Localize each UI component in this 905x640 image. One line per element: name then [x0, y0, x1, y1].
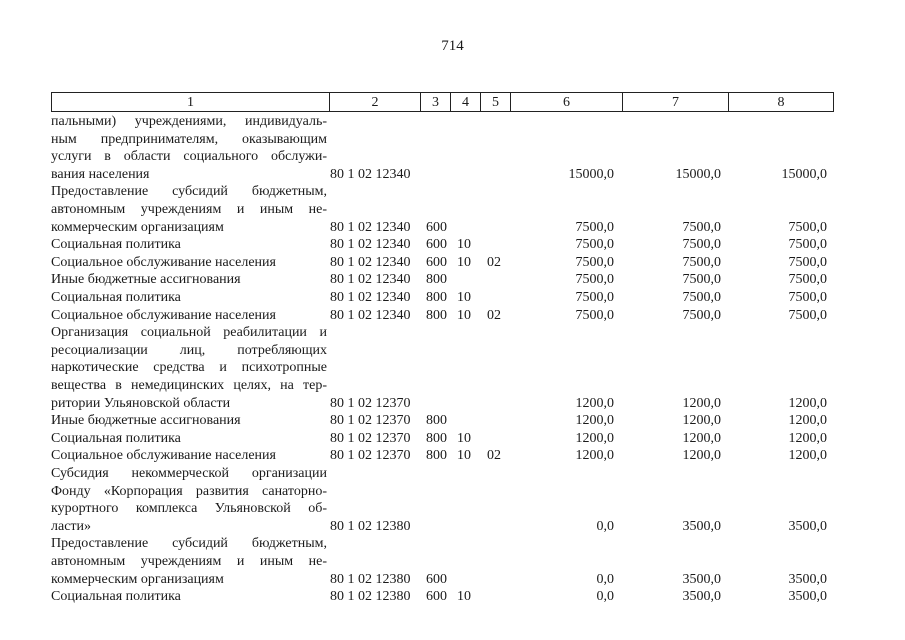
target-article-code: 80 1 02 12340 — [330, 166, 411, 182]
column-header-2: 2 — [329, 92, 420, 112]
amount-column-7: 1200,0 — [682, 395, 721, 411]
amount-column-6: 15000,0 — [568, 166, 614, 182]
amount-column-6: 7500,0 — [575, 272, 614, 288]
amount-column-8: 7500,0 — [788, 254, 827, 270]
table-row — [51, 412, 841, 430]
amount-column-8: 7500,0 — [788, 307, 827, 323]
column-header-8: 8 — [728, 92, 834, 112]
row-name: Социальное обслуживание населения — [51, 307, 276, 323]
table-row — [51, 166, 841, 184]
row-name: Социальная политика — [51, 237, 181, 253]
expense-type-code: 800 — [426, 413, 447, 429]
target-article-code: 80 1 02 12370 — [330, 430, 411, 446]
row-name: ласти» — [51, 518, 92, 534]
row-name: пальными) учреждениями, индивидуаль- — [51, 114, 327, 129]
amount-column-7: 1200,0 — [682, 413, 721, 429]
table-row — [51, 219, 841, 237]
subsection-code: 02 — [487, 448, 501, 464]
table-row — [51, 254, 841, 272]
amount-column-7: 1200,0 — [682, 430, 721, 446]
amount-column-8: 1200,0 — [788, 448, 827, 464]
table-row — [51, 289, 841, 307]
amount-column-7: 3500,0 — [682, 589, 721, 605]
target-article-code: 80 1 02 12340 — [330, 237, 411, 253]
expense-type-code: 600 — [426, 219, 447, 235]
amount-column-6: 7500,0 — [575, 290, 614, 305]
table-row — [51, 183, 841, 201]
amount-column-7: 15000,0 — [675, 166, 721, 182]
table-row — [51, 131, 841, 149]
table-row — [51, 483, 841, 501]
row-name: ным предпринимателям, оказывающим — [51, 131, 327, 147]
section-code: 10 — [457, 448, 471, 464]
row-name: курортного комплекса Ульяновской об- — [51, 501, 327, 517]
expense-type-code: 600 — [426, 237, 447, 253]
row-name: Предоставление субсидий бюджетным, — [51, 536, 327, 552]
expense-type-code: 800 — [426, 290, 447, 305]
target-article-code: 80 1 02 12380 — [330, 518, 411, 534]
table-row — [51, 500, 841, 518]
amount-column-8: 3500,0 — [788, 589, 827, 605]
table-row — [51, 518, 841, 536]
column-header-4: 4 — [450, 92, 480, 112]
amount-column-7: 7500,0 — [682, 254, 721, 270]
amount-column-8: 7500,0 — [788, 272, 827, 288]
target-article-code: 80 1 02 12380 — [330, 571, 411, 587]
expense-type-code: 600 — [426, 571, 447, 587]
amount-column-6: 1200,0 — [575, 413, 614, 429]
amount-column-6: 0,0 — [596, 589, 614, 605]
table-row — [51, 447, 841, 465]
amount-column-7: 1200,0 — [682, 448, 721, 464]
amount-column-6: 0,0 — [596, 571, 614, 587]
amount-column-6: 7500,0 — [575, 254, 614, 270]
amount-column-8: 1200,0 — [788, 430, 827, 446]
subsection-code: 02 — [487, 307, 501, 323]
expense-type-code: 800 — [426, 448, 447, 464]
expense-type-code: 600 — [426, 589, 447, 605]
target-article-code: 80 1 02 12340 — [330, 219, 411, 235]
amount-column-6: 1200,0 — [575, 430, 614, 446]
row-name: Социальное обслуживание населения — [51, 448, 276, 464]
amount-column-8: 7500,0 — [788, 290, 827, 305]
table-row — [51, 342, 841, 360]
target-article-code: 80 1 02 12370 — [330, 448, 411, 464]
row-name: ритории Ульяновской области — [51, 395, 231, 411]
target-article-code: 80 1 02 12370 — [330, 395, 411, 411]
amount-column-8: 1200,0 — [788, 413, 827, 429]
target-article-code: 80 1 02 12340 — [330, 307, 411, 323]
amount-column-8: 1200,0 — [788, 395, 827, 411]
section-code: 10 — [457, 290, 471, 305]
expense-type-code: 600 — [426, 254, 447, 270]
row-name: автономным учреждениям и иным не- — [51, 202, 327, 217]
row-name: Фонду «Корпорация развития санаторно- — [51, 483, 327, 499]
amount-column-6: 7500,0 — [575, 219, 614, 235]
table-row — [51, 359, 841, 377]
column-header-5: 5 — [480, 92, 510, 112]
expense-type-code: 800 — [426, 307, 447, 323]
table-row — [51, 113, 841, 131]
table-row — [51, 588, 841, 606]
row-name: Иные бюджетные ассигнования — [51, 272, 241, 288]
table-row — [51, 201, 841, 219]
amount-column-6: 1200,0 — [575, 395, 614, 411]
row-name: вещества в немедицинских целях, на тер- — [51, 378, 327, 393]
table-row — [51, 395, 841, 413]
section-code: 10 — [457, 589, 471, 605]
section-code: 10 — [457, 430, 471, 446]
table-row — [51, 324, 841, 342]
column-header-7: 7 — [622, 92, 728, 112]
page-number: 714 — [441, 38, 464, 54]
amount-column-7: 3500,0 — [682, 518, 721, 534]
row-name: коммерческим организациям — [51, 219, 224, 235]
table-row — [51, 571, 841, 589]
amount-column-6: 7500,0 — [575, 307, 614, 323]
row-name: Организация социальной реабилитации и — [51, 325, 327, 341]
row-name: Субсидия некоммерческой организации — [51, 466, 327, 481]
expense-type-code: 800 — [426, 430, 447, 446]
row-name: коммерческим организациям — [51, 571, 224, 587]
amount-column-7: 7500,0 — [682, 237, 721, 253]
subsection-code: 02 — [487, 254, 501, 270]
row-name: услуги в области социального обслужи- — [51, 149, 327, 165]
row-name: Социальная политика — [51, 290, 181, 305]
section-code: 10 — [457, 307, 471, 323]
amount-column-7: 7500,0 — [682, 272, 721, 288]
target-article-code: 80 1 02 12340 — [330, 290, 411, 305]
target-article-code: 80 1 02 12340 — [330, 254, 411, 270]
column-header-3: 3 — [420, 92, 450, 112]
table-row — [51, 236, 841, 254]
amount-column-8: 7500,0 — [788, 219, 827, 235]
amount-column-7: 7500,0 — [682, 290, 721, 305]
table-row — [51, 535, 841, 553]
amount-column-8: 7500,0 — [788, 237, 827, 253]
row-name: Предоставление субсидий бюджетным, — [51, 184, 327, 200]
row-name: автономным учреждениям и иным не- — [51, 554, 327, 569]
row-name: Иные бюджетные ассигнования — [51, 413, 241, 429]
amount-column-8: 3500,0 — [788, 518, 827, 534]
amount-column-8: 15000,0 — [781, 166, 827, 182]
section-code: 10 — [457, 237, 471, 253]
row-name: Социальная политика — [51, 430, 181, 446]
row-name: наркотические средства и психотропные — [51, 360, 327, 376]
amount-column-6: 7500,0 — [575, 237, 614, 253]
row-name: Социальная политика — [51, 589, 181, 605]
table-row — [51, 377, 841, 395]
expense-type-code: 800 — [426, 272, 447, 288]
target-article-code: 80 1 02 12370 — [330, 413, 411, 429]
table-row — [51, 148, 841, 166]
row-name: ресоциализации лиц, потребляющих — [51, 342, 327, 358]
amount-column-6: 0,0 — [596, 518, 614, 534]
amount-column-6: 1200,0 — [575, 448, 614, 464]
amount-column-7: 3500,0 — [682, 571, 721, 587]
column-header-6: 6 — [510, 92, 622, 112]
amount-column-7: 7500,0 — [682, 307, 721, 323]
table-row — [51, 553, 841, 571]
row-name: Социальное обслуживание населения — [51, 254, 276, 270]
column-header-1: 1 — [51, 92, 329, 112]
target-article-code: 80 1 02 12380 — [330, 589, 411, 605]
amount-column-7: 7500,0 — [682, 219, 721, 235]
amount-column-8: 3500,0 — [788, 571, 827, 587]
table-row — [51, 271, 841, 289]
section-code: 10 — [457, 254, 471, 270]
target-article-code: 80 1 02 12340 — [330, 272, 411, 288]
table-row — [51, 465, 841, 483]
row-name: вания населения — [51, 166, 150, 182]
table-row — [51, 307, 841, 325]
table-row — [51, 430, 841, 448]
